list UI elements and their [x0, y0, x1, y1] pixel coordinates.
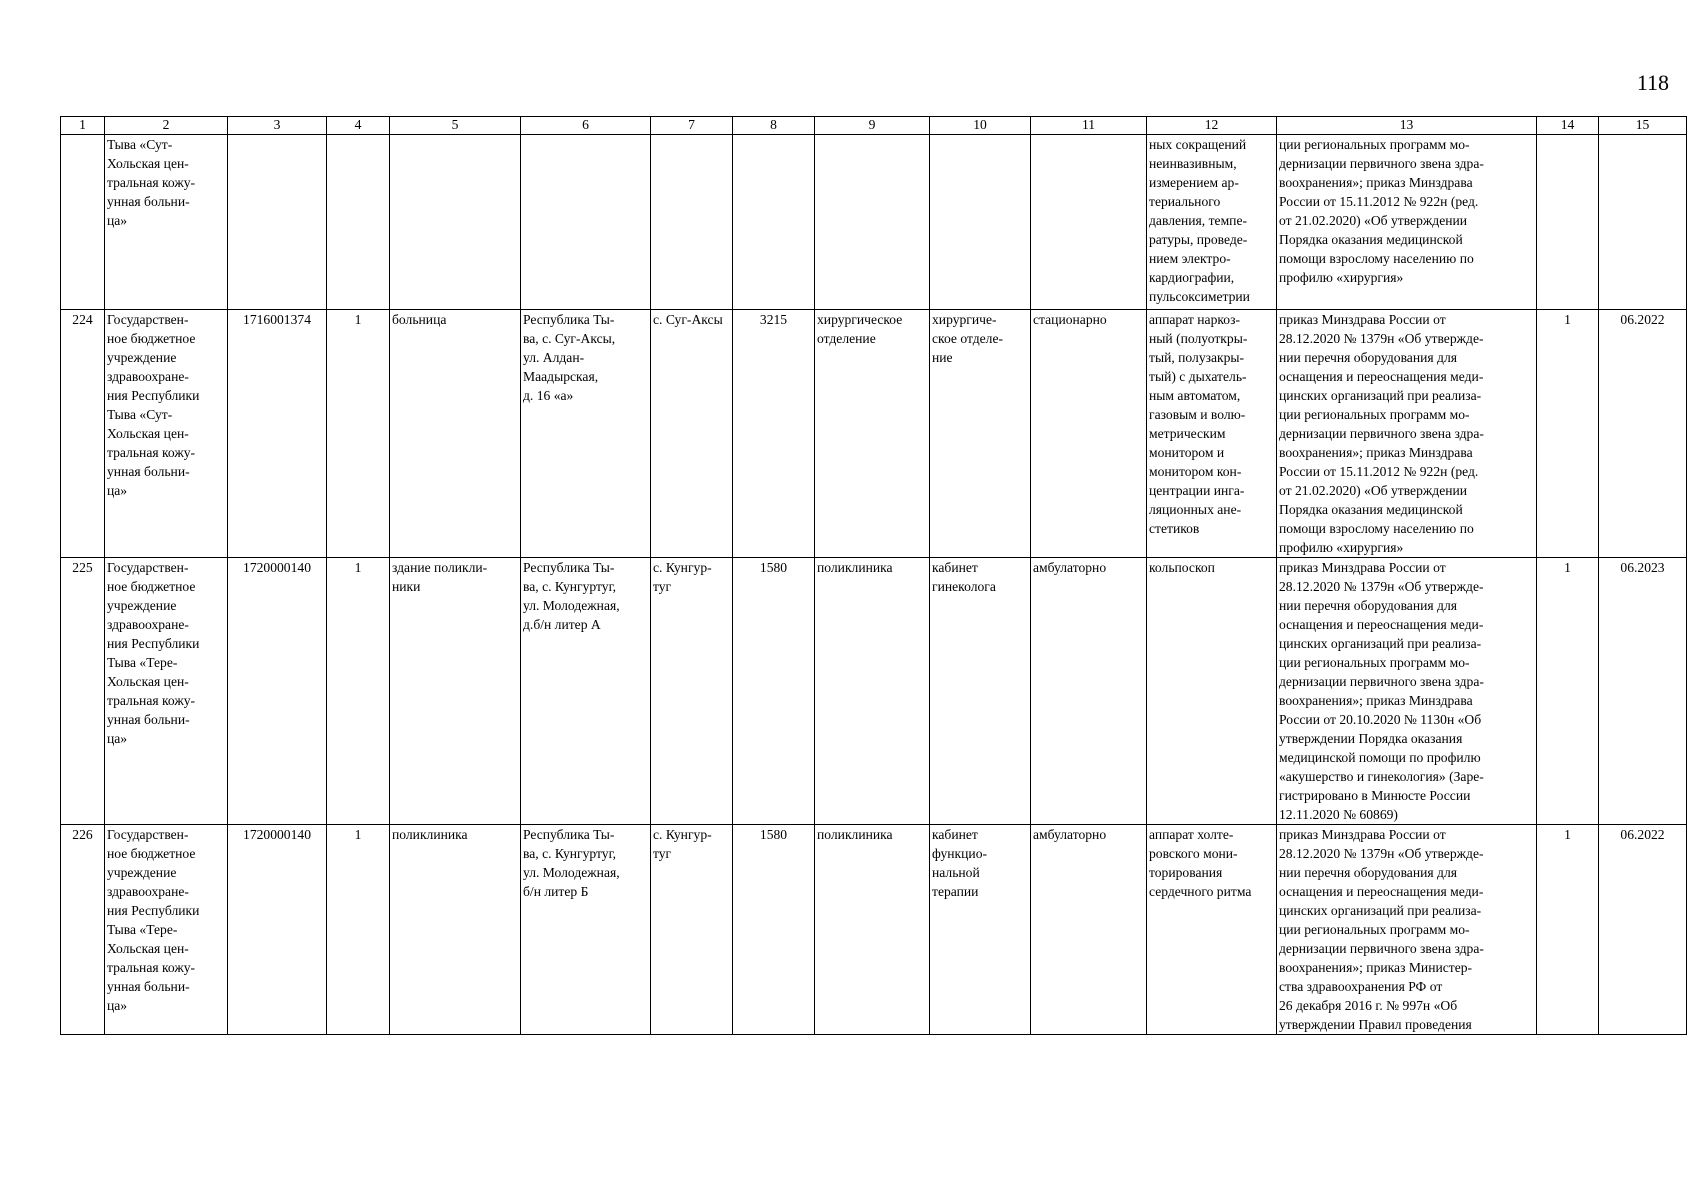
cell-address [521, 825, 651, 1035]
cell-line: ники [392, 579, 421, 594]
cell-line: Республика Ты- [523, 560, 615, 575]
header-row [61, 117, 1687, 135]
column-header: 5 [390, 117, 521, 135]
cell-line: цинских организаций при реализа- [1279, 636, 1482, 651]
cell-quantity: 1 [327, 558, 390, 825]
column-header: 2 [105, 117, 228, 135]
cell-line: России от 15.11.2012 № 922н (ред. [1279, 464, 1479, 479]
table-body [61, 135, 1687, 1035]
cell-date: 06.2022 [1599, 825, 1687, 1035]
cell-line: ца» [107, 731, 128, 746]
column-header: 6 [521, 117, 651, 135]
cell-line: 28.12.2020 № 1379н «Об утвержде- [1279, 331, 1484, 346]
cell-line: аппарат наркоз- [1149, 312, 1240, 327]
cell-line: нии перечня оборудования для [1279, 865, 1457, 880]
cell-legal-basis [1277, 558, 1537, 825]
cell-line: России от 20.10.2020 № 1130н «Об [1279, 712, 1482, 727]
cell-address [521, 558, 651, 825]
cell-count: 1 [1537, 558, 1599, 825]
cell-code: 1580 [733, 558, 815, 825]
cell-line: кабинет [932, 827, 978, 842]
cell-line: Государствен- [107, 827, 189, 842]
cell-legal-basis [1277, 825, 1537, 1035]
table-row [61, 825, 1687, 1035]
cell-line: кабинет [932, 560, 978, 575]
cell-building [390, 135, 521, 310]
cell-line: тральная кожу- [107, 960, 196, 975]
cell-line: торирования [1149, 865, 1223, 880]
cell-row-number: 225 [61, 558, 105, 825]
column-header: 15 [1599, 117, 1687, 135]
cell-line: ции региональных программ мо- [1279, 922, 1470, 937]
cell-line: учреждение [107, 865, 177, 880]
table-row [61, 310, 1687, 558]
cell-line: монитором кон- [1149, 464, 1242, 479]
cell-line: Порядка оказания медицинской [1279, 232, 1463, 247]
cell-line: кольпоскоп [1149, 560, 1215, 575]
cell-line: Хольская цен- [107, 426, 189, 441]
cell-line: воохранения»; приказ Минздрава [1279, 445, 1473, 460]
cell-line: б/н литер Б [523, 884, 589, 899]
cell-line: приказ Минздрава России от [1279, 312, 1446, 327]
cell-count [1537, 135, 1599, 310]
cell-line: ное бюджетное [107, 579, 196, 594]
table-row [61, 135, 1687, 310]
cell-line: «акушерство и гинекология» (Заре- [1279, 769, 1484, 784]
cell-legal-basis [1277, 310, 1537, 558]
cell-unit [815, 825, 930, 1035]
column-header: 3 [228, 117, 327, 135]
cell-line: утверждении Порядка оказания [1279, 731, 1463, 746]
cell-count: 1 [1537, 310, 1599, 558]
cell-line: ца» [107, 483, 128, 498]
column-header: 4 [327, 117, 390, 135]
cell-line: туг [653, 846, 672, 861]
cell-line: здравоохране- [107, 369, 189, 384]
cell-legal-basis [1277, 135, 1537, 310]
cell-line: от 21.02.2020) «Об утверждении [1279, 483, 1468, 498]
cell-building [390, 558, 521, 825]
cell-line: Республика Ты- [523, 312, 615, 327]
page-number: 118 [1636, 70, 1669, 95]
cell-locality [651, 135, 733, 310]
cell-line: оснащения и переоснащения меди- [1279, 617, 1484, 632]
cell-line: ства здравоохранения РФ от [1279, 979, 1443, 994]
cell-line: унная больни- [107, 194, 190, 209]
cell-line: тральная кожу- [107, 175, 196, 190]
cell-code: 1580 [733, 825, 815, 1035]
cell-line: Порядка оказания медицинской [1279, 502, 1463, 517]
cell-line: ное бюджетное [107, 331, 196, 346]
cell-line: кардиографии, [1149, 270, 1235, 285]
cell-line: Хольская цен- [107, 941, 189, 956]
cell-line: териального [1149, 194, 1221, 209]
cell-line: д. 16 «а» [523, 388, 574, 403]
cell-line: Тыва «Тере- [107, 655, 178, 670]
cell-line: Тыва «Тере- [107, 922, 178, 937]
cell-quantity: 1 [327, 310, 390, 558]
cell-line: учреждение [107, 350, 177, 365]
cell-line: ул. Молодежная, [523, 865, 620, 880]
cell-care-form: амбулаторно [1031, 825, 1147, 1035]
cell-line: помощи взрослому населению по [1279, 251, 1474, 266]
cell-line: ние [932, 350, 953, 365]
cell-line: приказ Минздрава России от [1279, 827, 1446, 842]
cell-date [1599, 135, 1687, 310]
cell-line: утверждении Правил проведения [1279, 1017, 1472, 1032]
cell-line: отделение [817, 331, 876, 346]
cell-line: ции региональных программ мо- [1279, 407, 1470, 422]
cell-line: учреждение [107, 598, 177, 613]
cell-line: воохранения»; приказ Министер- [1279, 960, 1473, 975]
cell-line: сердечного ритма [1149, 884, 1252, 899]
column-header: 10 [930, 117, 1031, 135]
column-header: 7 [651, 117, 733, 135]
cell-line: ное бюджетное [107, 846, 196, 861]
cell-address [521, 135, 651, 310]
cell-line: поликлиника [817, 827, 893, 842]
cell-unit [815, 135, 930, 310]
cell-organization [105, 310, 228, 558]
cell-line: ва, с. Суг-Аксы, [523, 331, 616, 346]
cell-line: монитором и [1149, 445, 1225, 460]
cell-line: с. Кунгур- [653, 827, 712, 842]
cell-row-number: 226 [61, 825, 105, 1035]
cell-subunit [930, 135, 1031, 310]
cell-line: центрации инга- [1149, 483, 1245, 498]
cell-quantity [327, 135, 390, 310]
cell-line: ратуры, проведе- [1149, 232, 1248, 247]
cell-care-form [1031, 135, 1147, 310]
cell-line: воохранения»; приказ Минздрава [1279, 175, 1473, 190]
cell-care-form: стационарно [1031, 310, 1147, 558]
cell-line: ул. Молодежная, [523, 598, 620, 613]
table-row [61, 558, 1687, 825]
cell-line: здание поликли- [392, 560, 488, 575]
cell-row-number: 224 [61, 310, 105, 558]
column-header: 8 [733, 117, 815, 135]
cell-line: медицинской помощи по профилю [1279, 750, 1481, 765]
cell-line: оснащения и переоснащения меди- [1279, 369, 1484, 384]
cell-line: поликлиника [817, 560, 893, 575]
cell-line: профилю «хирургия» [1279, 270, 1404, 285]
cell-code [733, 135, 815, 310]
cell-line: хирургическое [817, 312, 903, 327]
cell-line: профилю «хирургия» [1279, 540, 1404, 555]
column-header: 13 [1277, 117, 1537, 135]
cell-line: нии перечня оборудования для [1279, 598, 1457, 613]
cell-line: Хольская цен- [107, 674, 189, 689]
cell-line: 26 декабря 2016 г. № 997н «Об [1279, 998, 1458, 1013]
cell-line: нием электро- [1149, 251, 1231, 266]
cell-line: воохранения»; приказ Минздрава [1279, 693, 1473, 708]
cell-line: дернизации первичного звена здра- [1279, 426, 1484, 441]
cell-care-form: амбулаторно [1031, 558, 1147, 825]
cell-inn: 1716001374 [228, 310, 327, 558]
cell-subunit [930, 558, 1031, 825]
cell-line: больница [392, 312, 447, 327]
cell-date: 06.2023 [1599, 558, 1687, 825]
cell-line: ва, с. Кунгуртуг, [523, 846, 617, 861]
cell-line: ляционных ане- [1149, 502, 1242, 517]
cell-inn: 1720000140 [228, 558, 327, 825]
cell-line: функцио- [932, 846, 988, 861]
cell-line: дернизации первичного звена здра- [1279, 156, 1484, 171]
cell-count: 1 [1537, 825, 1599, 1035]
cell-line: д.б/н литер А [523, 617, 601, 632]
cell-date: 06.2022 [1599, 310, 1687, 558]
cell-building [390, 825, 521, 1035]
cell-organization [105, 825, 228, 1035]
cell-line: ния Республики [107, 636, 200, 651]
cell-organization [105, 135, 228, 310]
cell-line: с. Кунгур- [653, 560, 712, 575]
cell-line: метрическим [1149, 426, 1226, 441]
cell-address [521, 310, 651, 558]
cell-inn: 1720000140 [228, 825, 327, 1035]
cell-line: аппарат холте- [1149, 827, 1234, 842]
cell-line: ния Республики [107, 388, 200, 403]
cell-line: унная больни- [107, 712, 190, 727]
cell-line: ния Республики [107, 903, 200, 918]
cell-subunit [930, 310, 1031, 558]
cell-line: от 21.02.2020) «Об утверждении [1279, 213, 1468, 228]
cell-line: ный (полуоткры- [1149, 331, 1248, 346]
cell-line: здравоохране- [107, 884, 189, 899]
cell-line: ровского мони- [1149, 846, 1238, 861]
column-header: 9 [815, 117, 930, 135]
cell-line: здравоохране- [107, 617, 189, 632]
cell-line: ных сокращений [1149, 137, 1247, 152]
cell-line: туг [653, 579, 672, 594]
cell-line: Хольская цен- [107, 156, 189, 171]
cell-line: помощи взрослому населению по [1279, 521, 1474, 536]
cell-line: Тыва «Сут- [107, 407, 173, 422]
cell-organization [105, 558, 228, 825]
cell-row-number [61, 135, 105, 310]
cell-line: Тыва «Сут- [107, 137, 173, 152]
cell-line: ции региональных программ мо- [1279, 137, 1470, 152]
cell-line: измерением ар- [1149, 175, 1239, 190]
cell-line: России от 15.11.2012 № 922н (ред. [1279, 194, 1479, 209]
cell-line: ул. Алдан- [523, 350, 585, 365]
cell-line: 28.12.2020 № 1379н «Об утвержде- [1279, 846, 1484, 861]
cell-equipment [1147, 135, 1277, 310]
column-header: 12 [1147, 117, 1277, 135]
cell-line: ным автоматом, [1149, 388, 1241, 403]
cell-quantity: 1 [327, 825, 390, 1035]
cell-line: 12.11.2020 № 60869) [1279, 807, 1398, 822]
cell-line: гистрировано в Минюсте России [1279, 788, 1471, 803]
cell-line: цинских организаций при реализа- [1279, 903, 1482, 918]
cell-line: ца» [107, 213, 128, 228]
cell-line: поликлиника [392, 827, 468, 842]
cell-line: Маадырская, [523, 369, 599, 384]
cell-line: 28.12.2020 № 1379н «Об утвержде- [1279, 579, 1484, 594]
cell-line: Государствен- [107, 312, 189, 327]
cell-line: гинеколога [932, 579, 996, 594]
cell-line: Государствен- [107, 560, 189, 575]
cell-line: Республика Ты- [523, 827, 615, 842]
cell-building [390, 310, 521, 558]
cell-subunit [930, 825, 1031, 1035]
cell-line: тый) с дыхатель- [1149, 369, 1247, 384]
column-header: 14 [1537, 117, 1599, 135]
cell-line: унная больни- [107, 979, 190, 994]
column-header: 11 [1031, 117, 1147, 135]
cell-line: давления, темпе- [1149, 213, 1248, 228]
cell-line: дернизации первичного звена здра- [1279, 941, 1484, 956]
cell-line: тральная кожу- [107, 445, 196, 460]
cell-line: с. Суг-Аксы [653, 312, 723, 327]
cell-line: ское отделе- [932, 331, 1004, 346]
cell-line: стетиков [1149, 521, 1200, 536]
cell-line: неинвазивным, [1149, 156, 1237, 171]
equipment-table [60, 116, 1687, 1035]
cell-equipment [1147, 558, 1277, 825]
cell-line: дернизации первичного звена здра- [1279, 674, 1484, 689]
cell-line: терапии [932, 884, 979, 899]
cell-code: 3215 [733, 310, 815, 558]
cell-line: оснащения и переоснащения меди- [1279, 884, 1484, 899]
cell-line: приказ Минздрава России от [1279, 560, 1446, 575]
cell-line: ва, с. Кунгуртуг, [523, 579, 617, 594]
cell-equipment [1147, 825, 1277, 1035]
cell-inn [228, 135, 327, 310]
cell-locality [651, 558, 733, 825]
cell-line: ции региональных программ мо- [1279, 655, 1470, 670]
cell-line: хирургиче- [932, 312, 997, 327]
cell-line: пульсоксиметрии [1149, 289, 1250, 304]
cell-unit [815, 558, 930, 825]
cell-line: нии перечня оборудования для [1279, 350, 1457, 365]
cell-locality [651, 825, 733, 1035]
cell-locality [651, 310, 733, 558]
cell-unit [815, 310, 930, 558]
cell-line: цинских организаций при реализа- [1279, 388, 1482, 403]
cell-line: газовым и волю- [1149, 407, 1246, 422]
cell-line: тый, полузакры- [1149, 350, 1245, 365]
cell-equipment [1147, 310, 1277, 558]
cell-line: унная больни- [107, 464, 190, 479]
cell-line: тральная кожу- [107, 693, 196, 708]
cell-line: нальной [932, 865, 980, 880]
column-header: 1 [61, 117, 105, 135]
cell-line: ца» [107, 998, 128, 1013]
